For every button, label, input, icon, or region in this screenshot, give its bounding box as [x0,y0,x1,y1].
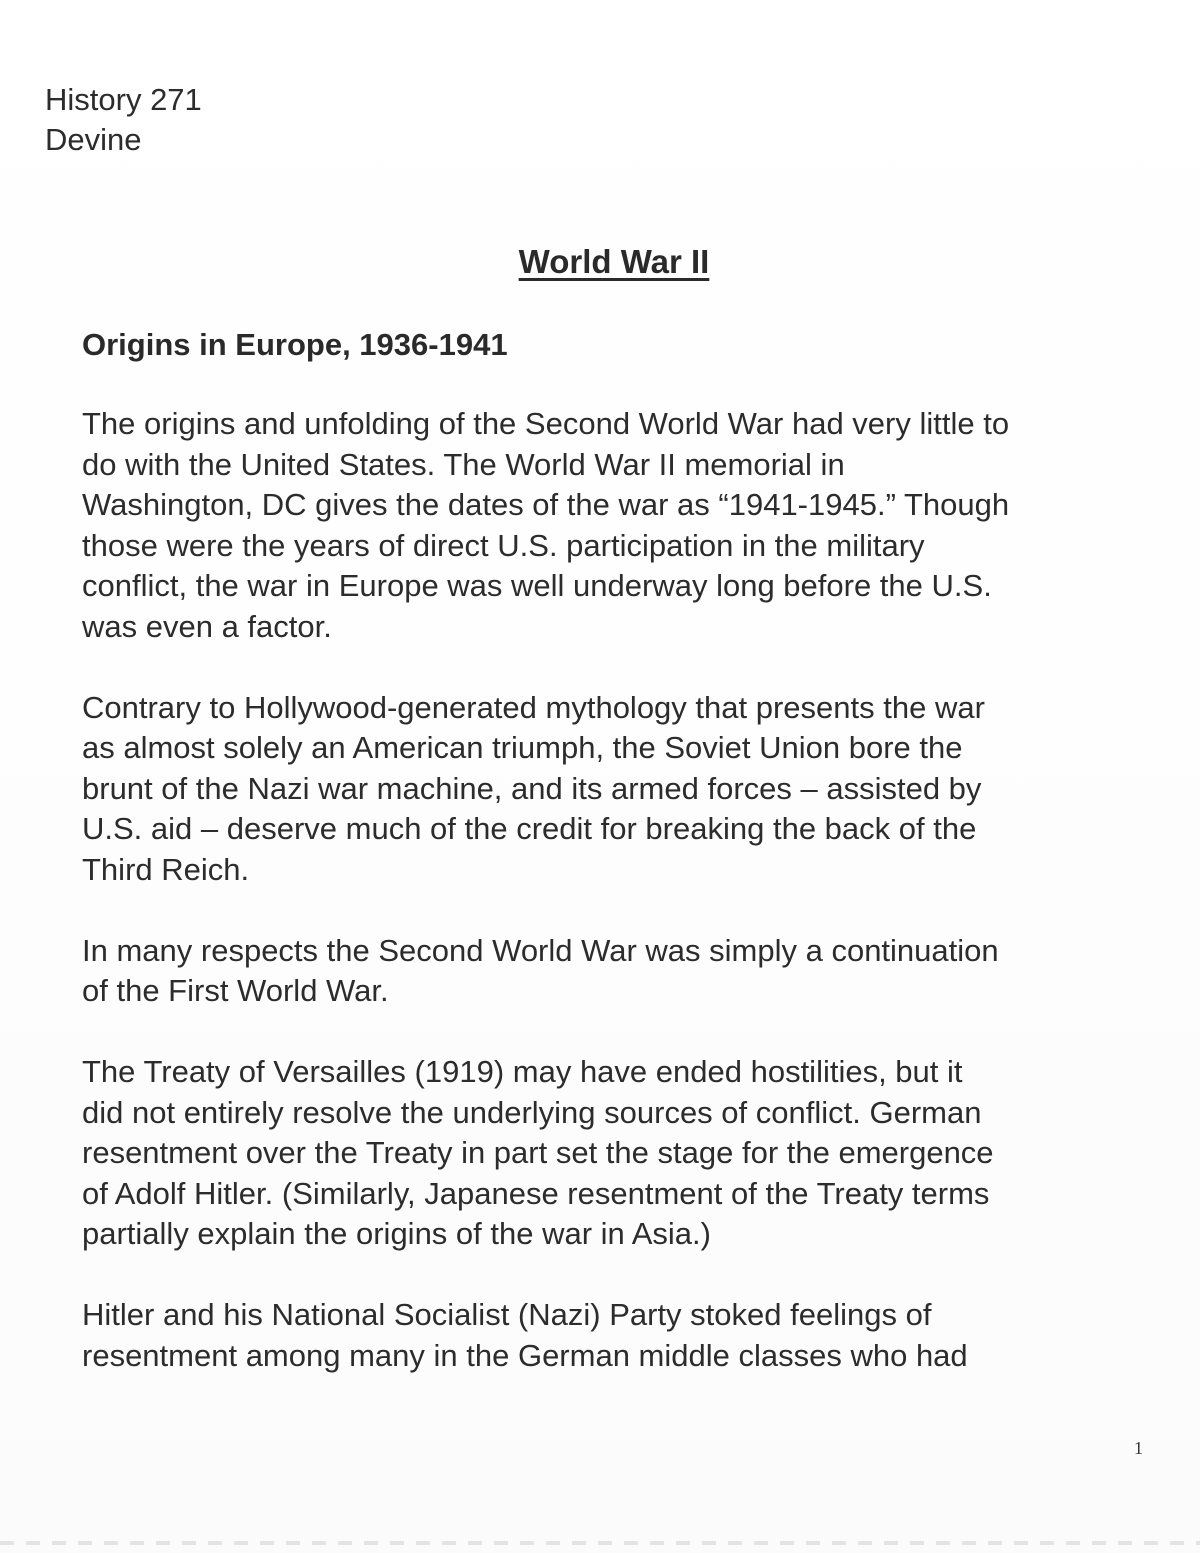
course-header [45,80,202,160]
paragraph-5 [82,1295,1162,1376]
text-line: partially explain the origins of the war in Asia.) [82,1216,711,1251]
text-line: Hitler and his National Socialist (Nazi) Party stoked feelings of [82,1297,932,1332]
document-body [82,404,1162,1417]
text-line: Washington, DC gives the dates of the war as “1941-1945.” Though [82,487,1010,522]
text-line: did not entirely resolve the underlying sources of conflict. German [82,1094,982,1130]
instructor-name: Devine [45,122,142,157]
text-line: was even a factor. [82,608,332,644]
text-line: The origins and unfolding of the Second World War had very little to [82,406,1010,441]
scan-edge-artifact [0,1541,1200,1545]
section-heading: Origins in Europe, 1936-1941 [82,327,508,362]
paragraph-3 [82,931,1162,1012]
document-title: World War II [518,243,710,280]
text-line: do with the United States. The World War II memorial in [82,446,845,482]
text-line: Third Reich. [82,851,250,887]
text-line: those were the years of direct U.S. participation in the military [82,527,925,563]
paragraph-4 [82,1052,1162,1255]
text-line: U.S. aid – deserve much of the credit for breaking the back of the [82,811,977,846]
text-line: of Adolf Hitler. (Similarly, Japanese resentment of the Treaty terms [82,1175,990,1211]
text-line: In many respects the Second World War was simply a continuation [82,932,999,968]
text-line: resentment over the Treaty in part set the stage for the emergence [82,1135,994,1170]
text-line: brunt of the Nazi war machine, and its armed forces – assisted by [82,770,982,806]
paragraph-2 [82,688,1162,891]
paragraph-1 [82,404,1162,647]
text-line: resentment among many in the German middle classes who had [82,1337,968,1373]
text-line: of the First World War. [82,973,389,1008]
text-line: Contrary to Hollywood-generated mythology that presents the war [82,689,985,725]
text-line: as almost solely an American triumph, the Soviet Union bore the [82,730,963,765]
text-line: conflict, the war in Europe was well underway long before the U.S. [82,568,992,603]
page-number: 1 [1134,1438,1143,1458]
text-line: The Treaty of Versailles (1919) may have ended hostilities, but it [82,1054,963,1089]
course-name: History 271 [45,82,202,117]
